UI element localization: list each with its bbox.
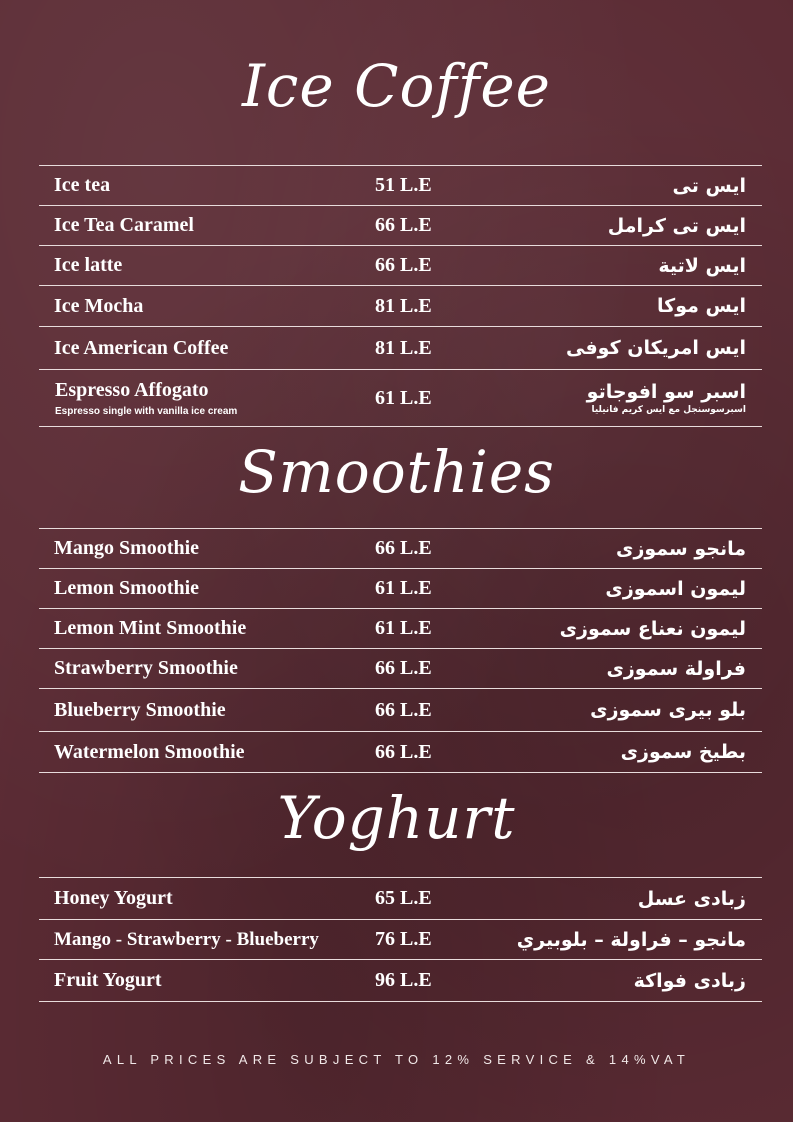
menu-row: [39, 608, 762, 648]
item-name-en: Mango - Strawberry - Blueberry: [54, 928, 319, 950]
item-description-en: Espresso single with vanilla ice cream: [55, 406, 238, 417]
item-price: 76 L.E: [375, 928, 432, 950]
item-name-en: Lemon Smoothie: [54, 577, 199, 599]
item-price: 66 L.E: [375, 214, 432, 236]
item-name-en: Ice tea: [54, 174, 111, 196]
menu-row: [39, 919, 762, 959]
item-name-en: Ice Tea Caramel: [54, 214, 194, 236]
footer-note: ALL PRICES ARE SUBJECT TO 12% SERVICE & 14%VAT: [102, 1052, 691, 1067]
item-price: 81 L.E: [375, 294, 432, 317]
item-price: 61 L.E: [375, 617, 432, 639]
item-price: 51 L.E: [375, 174, 432, 196]
item-name-en: Mango Smoothie: [54, 537, 199, 559]
item-name-en: Blueberry Smoothie: [54, 698, 226, 721]
section-title-ice-coffee: Ice Coffee: [241, 52, 552, 120]
item-price: 66 L.E: [375, 254, 432, 276]
item-name-ar: اسبر سو افوجاتو: [586, 381, 746, 403]
item-name-ar: ايس تى: [672, 174, 746, 197]
item-price: 61 L.E: [375, 386, 432, 409]
item-description-ar: اسبرسوسنجل مع ايس كريم فانيليا: [591, 405, 746, 415]
item-en-block: [55, 379, 237, 417]
item-name-en: Strawberry Smoothie: [54, 657, 238, 679]
menu-row: [39, 165, 762, 205]
item-price: 96 L.E: [375, 969, 432, 991]
menu-row: [39, 245, 762, 285]
item-name-ar: مانجو سموزى: [616, 537, 746, 560]
section-title-yoghurt: Yoghurt: [277, 784, 516, 852]
menu-row: [39, 877, 762, 919]
menu-table-yoghurt: [39, 877, 762, 1002]
item-name-ar: زبادى عسل: [637, 887, 746, 910]
item-name-en: Fruit Yogurt: [54, 969, 162, 991]
item-name-ar: ليمون نعناع سموزى: [559, 617, 746, 640]
item-name-ar: بلو بيرى سموزى: [590, 699, 746, 721]
menu-row: [39, 959, 762, 1002]
item-name-ar: ايس لاتية: [658, 254, 746, 277]
menu-row: [39, 369, 762, 427]
item-name-en: Ice latte: [54, 254, 123, 276]
menu-row: [39, 688, 762, 731]
section-title-smoothies: Smoothies: [238, 438, 555, 506]
item-name-en: Lemon Mint Smoothie: [54, 617, 247, 639]
item-name-en: Honey Yogurt: [54, 887, 173, 909]
item-price: 66 L.E: [375, 698, 432, 721]
menu-row: [39, 285, 762, 326]
menu-row: [39, 731, 762, 773]
item-price: 61 L.E: [375, 577, 432, 599]
menu-row: [39, 528, 762, 568]
menu-table-ice-coffee: [39, 165, 762, 427]
item-name-ar: ليمون اسموزى: [605, 577, 746, 600]
item-price: 66 L.E: [375, 657, 432, 679]
item-name-ar: فراولة سموزى: [606, 657, 746, 680]
menu-row: [39, 568, 762, 608]
item-name-en: Ice Mocha: [54, 294, 144, 317]
menu-row: [39, 648, 762, 688]
item-name-ar: بطيخ سموزى: [620, 741, 746, 763]
item-name-ar: ايس تى كرامل: [607, 214, 746, 237]
item-name-en: Ice American Coffee: [54, 336, 229, 359]
menu-row: [39, 205, 762, 245]
menu-row: [39, 326, 762, 369]
item-ar-block: [587, 381, 746, 415]
item-name-ar: ايس موكا: [657, 295, 746, 317]
item-price: 66 L.E: [375, 537, 432, 559]
item-name-ar: مانجو – فراولة – بلوبيري: [516, 928, 746, 951]
item-name-en: Espresso Affogato: [55, 379, 209, 401]
item-name-ar: زبادى فواكة: [633, 969, 746, 992]
item-price: 81 L.E: [375, 336, 432, 359]
item-price: 66 L.E: [375, 740, 432, 763]
item-price: 65 L.E: [375, 887, 432, 909]
menu-table-smoothies: [39, 528, 762, 773]
item-name-en: Watermelon Smoothie: [54, 740, 245, 763]
item-name-ar: ايس امريكان كوفى: [566, 337, 746, 359]
